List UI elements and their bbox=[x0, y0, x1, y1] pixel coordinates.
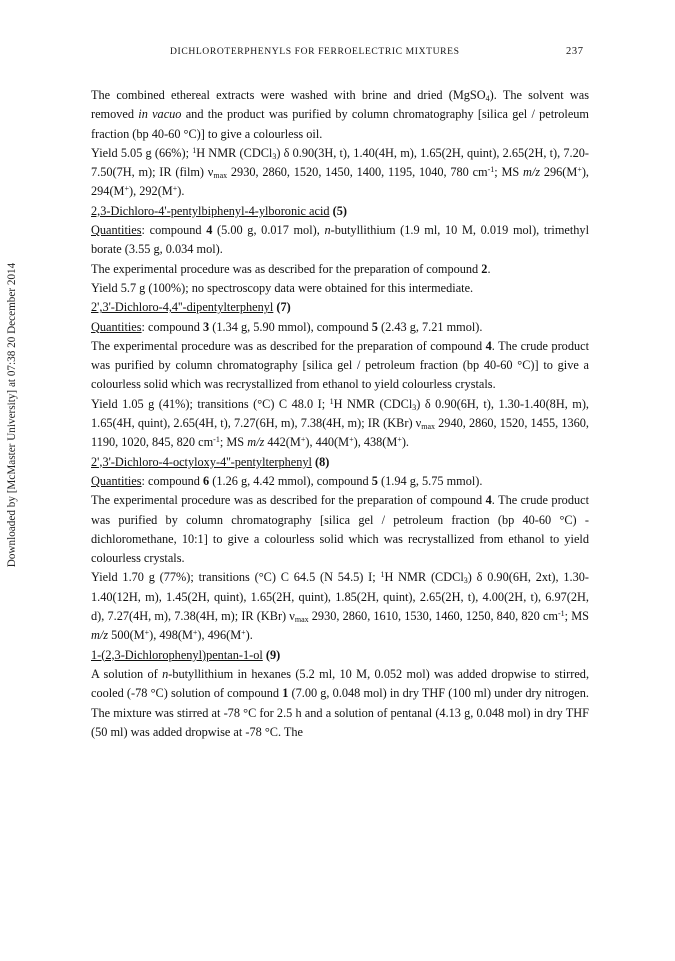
paragraph-procedure-8: The experimental procedure was as described for the preparation of compound 4. The crude product was purified by column chromatography [silica gel / petroleum fraction (bp 40-60 °C) - dichloromethane, 10:1] to give a colourless solid which was recrystallized from ethanol to yield colourless crystals. bbox=[91, 493, 589, 566]
paragraph-procedure-9: A solution of n-butyllithium in hexanes (5.2 ml, 10 M, 0.052 mol) was added dropwise to stirred, cooled (-78 °C) solution of compound 1 (7.00 g, 0.048 mol) in dry THF (100 ml) under dry nitrogen. The mixture was stirred at -78 °C for 2.5 h and a solution of pentanal (4.13 g, 0.048 mol) in dry THF (50 ml) was added dropwise at -78 °C. The bbox=[91, 666, 590, 739]
paragraph-quantities-7: Quantities: compound 3 (1.34 g, 5.90 mmol), compound 5 (2.43 g, 7.21 mmol). bbox=[91, 319, 483, 334]
download-watermark bbox=[2, 175, 22, 655]
paragraph-yield-8: Yield 1.70 g (77%); transitions (°C) C 64.5 (N 54.5) I; $^1$H NMR (CDCl$_3$) δ 0.90(6H, 2xt), 1.30-1.40(12H, m), 1.45(2H, quint), 1.65(2H, quint), 1.85(2H, quint), 2.65(2H, t), 4.00(2H, t), 6.97(2H, d), 7.27(4H, m), 7.38(4H, m); IR (KBr) $\nu_{max}$ 2930, 2860, 1610, 1530, 1460, 1250, 840, 820 $cm^{-1}$; MS m/z 500(M+), 498(M+), 496(M+). bbox=[91, 570, 589, 643]
paragraph-procedure-7: The experimental procedure was as described for the preparation of compound 4. The crude product was purified by column chromatography [silica gel / petroleum fraction (bp 40-60 °C)] to give a colourless solid which was recrystallized from ethanol to yield colourless crystals. bbox=[91, 338, 589, 392]
paragraph-yield-4: Yield 5.05 g (66%); $^1$H NMR (CDCl$_3$) δ 0.90(3H, t), 1.40(4H, m), 1.65(2H, quint), 2.65(2H, t), 7.20-7.50(7H, m); IR (film) $\nu_{max}$ 2930, 2860, 1520, 1450, 1400, 1195, 1040, 780 $cm^{-1}$; MS m/z 296(M+), 294(M+), 292(M+). bbox=[91, 145, 589, 199]
page-number: 237 bbox=[566, 46, 584, 57]
compound-heading-8: 2',3'-Dichloro-4-octyloxy-4''-pentylterphenyl (8) bbox=[91, 454, 330, 469]
download-watermark-text: Downloaded by [McMaster University] at 07:38 20 December 2014 bbox=[6, 262, 18, 568]
compound-heading-7: 2',3'-Dichloro-4,4''-dipentylterphenyl (7) bbox=[91, 300, 291, 315]
paragraph-quantities-5: Quantities: compound 4 (5.00 g, 0.017 mol), n-butyllithium (1.9 ml, 10 M, 0.019 mol), trimethyl borate (3.55 g, 0.034 mol). bbox=[91, 223, 589, 257]
compound-heading-9: 1-(2,3-Dichlorophenyl)pentan-1-ol (9) bbox=[91, 647, 281, 662]
paragraph-yield-5: Yield 5.7 g (100%); no spectroscopy data were obtained for this intermediate. bbox=[91, 280, 474, 295]
paragraph-workup: The combined ethereal extracts were washed with brine and dried (MgSO$_4$). The solvent was removed in vacuo and the product was purified by column chromatography [silica gel / petroleum fraction (bp 40-60 °C)] to give a colourless oil. bbox=[91, 88, 590, 141]
paragraph-quantities-8: Quantities: compound 6 (1.26 g, 4.42 mmol), compound 5 (1.94 g, 5.75 mmol). bbox=[91, 473, 483, 488]
article-body bbox=[91, 86, 589, 742]
paragraph-procedure-5: The experimental procedure was as described for the preparation of compound 2. bbox=[91, 261, 491, 276]
running-header bbox=[0, 46, 675, 60]
running-title: DICHLOROTERPHENYLS FOR FERROELECTRIC MIXTURES bbox=[170, 46, 460, 57]
compound-heading-5: 2,3-Dichloro-4'-pentylbiphenyl-4-ylboronic acid (5) bbox=[91, 203, 347, 218]
paragraph-yield-7: Yield 1.05 g (41%); transitions (°C) C 48.0 I; $^1$H NMR (CDCl$_3$) δ 0.90(6H, t), 1.30-1.40(8H, m), 1.65(4H, quint), 2.65(4H, t), 7.27(6H, m), 7.38(4H, m); IR (KBr) $\nu_{max}$ 2940, 2860, 1520, 1455, 1360, 1190, 1020, 845, 820 $cm^{-1}$; MS m/z 442(M+), 440(M+), 438(M+). bbox=[91, 396, 589, 450]
